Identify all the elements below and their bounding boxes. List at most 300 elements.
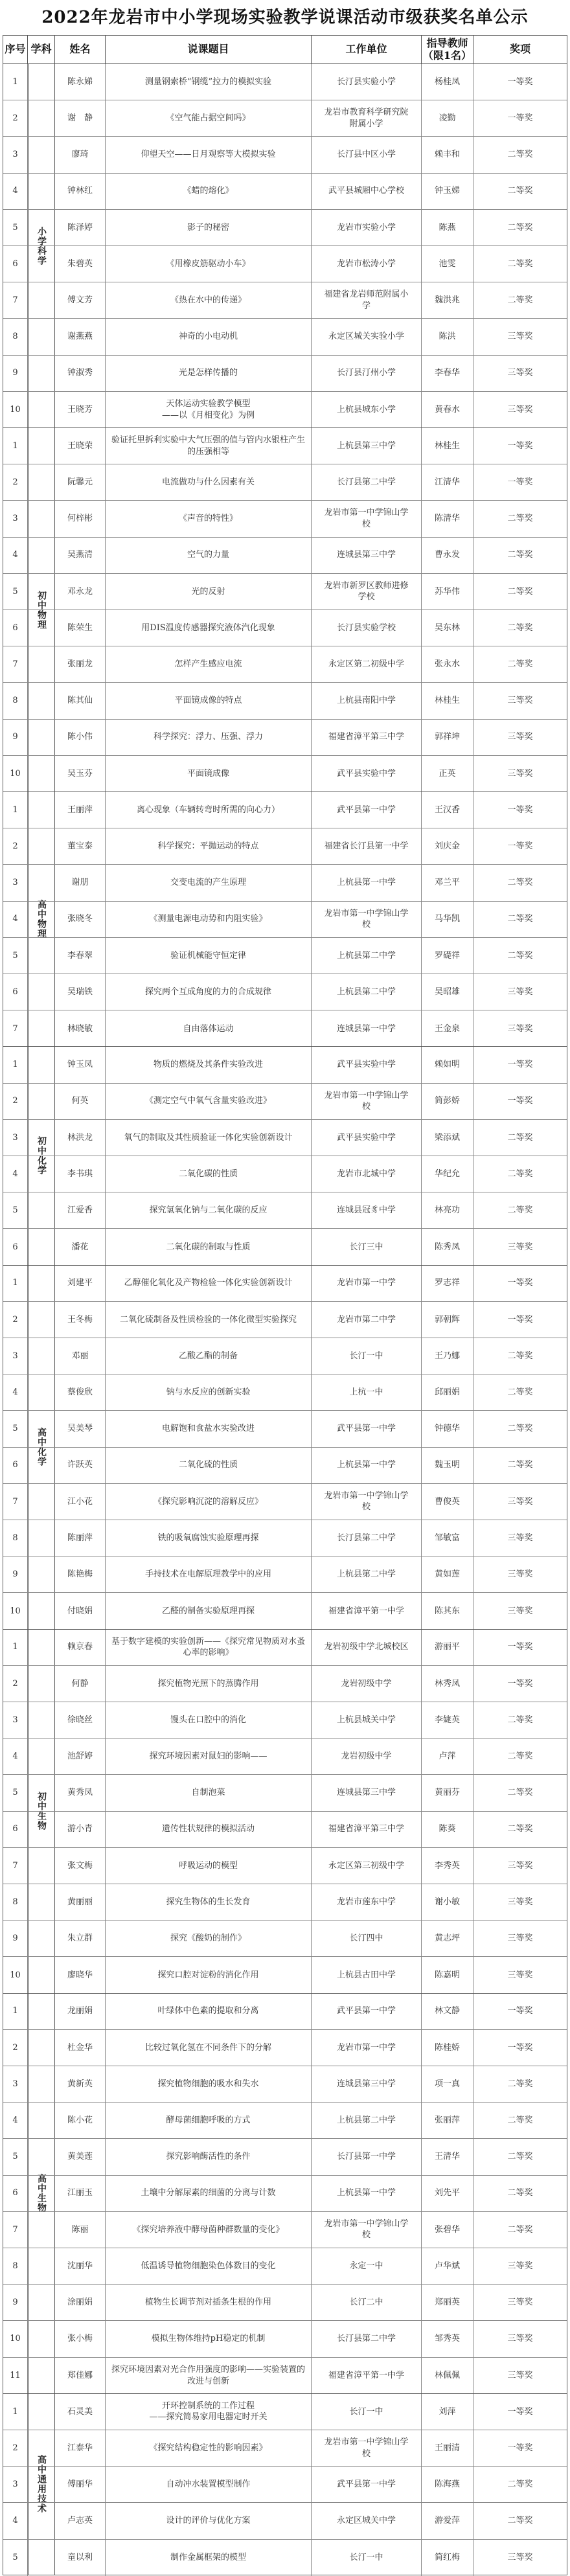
subject-label: 高中生物 — [36, 2174, 47, 2213]
unit-cell: 永定一中 — [312, 2248, 422, 2284]
seq-cell: 2 — [3, 1084, 28, 1119]
award-cell: 二等奖 — [507, 1824, 533, 1834]
topic-cell: 开环控制系统的工作过程 ——探究简易家用电器定时开关 — [106, 2394, 312, 2430]
teacher-cell: 郭祥坤 — [422, 720, 473, 755]
table-row — [3, 2394, 567, 2430]
name-cell: 黄新英 — [55, 2066, 106, 2102]
topic-cell: 验证托里拆利实验中大气压强的值与管内水银柱产生的压强相等 — [106, 428, 312, 464]
unit-cell: 连城县第三中学 — [312, 2066, 422, 2102]
seq-cell: 3 — [3, 865, 28, 900]
name-cell: 傅丽华 — [55, 2467, 106, 2502]
name-cell: 池舒婷 — [55, 1738, 106, 1774]
header-teacher: 指导教师 （限1名） — [422, 36, 473, 63]
teacher-cell: 张丽萍 — [422, 2103, 473, 2138]
table-row — [3, 1374, 567, 1411]
teacher-cell: 刘萍 — [422, 2394, 473, 2430]
name-cell: 陈荣生 — [55, 610, 106, 646]
unit-cell: 龙岩初级中学 — [312, 1738, 422, 1774]
table-row — [3, 792, 567, 828]
topic-cell: 《探究影响沉淀的溶解反应》 — [106, 1484, 312, 1520]
award-cell: 三等奖 — [507, 2370, 533, 2380]
unit-cell: 永定区城关实验小学 — [312, 319, 422, 354]
teacher-cell: 华纪允 — [422, 1156, 473, 1192]
topic-cell: 自动冲水装置模型制作 — [106, 2467, 312, 2502]
teacher-cell: 杨桂凤 — [422, 64, 473, 100]
unit-cell: 永定区第三初级中学 — [312, 1848, 422, 1884]
seq-cell: 4 — [3, 1156, 28, 1192]
teacher-cell: 林桂生 — [422, 428, 473, 464]
unit-cell: 连城县第一中学 — [312, 1010, 422, 1047]
award-cell: 一等奖 — [507, 2006, 533, 2016]
name-cell: 钟林红 — [55, 174, 106, 209]
teacher-cell: 简红梅 — [422, 2540, 473, 2576]
unit-cell: 长汀三中 — [312, 1229, 422, 1265]
unit-cell: 上杭县古田中学 — [312, 1957, 422, 1993]
seq-cell: 7 — [3, 2212, 28, 2248]
award-cell: 三等奖 — [507, 405, 533, 415]
table-row — [3, 1520, 567, 1556]
unit-cell: 龙岩市实验小学 — [312, 210, 422, 245]
unit-cell: 上杭县第二中学 — [312, 974, 422, 1010]
seq-cell: 4 — [3, 902, 28, 937]
table-row — [3, 1229, 567, 1265]
table-row — [3, 610, 567, 646]
unit-cell: 长汀四中 — [312, 1921, 422, 1956]
header-seq: 序号 — [3, 36, 28, 63]
award-cell: 二等奖 — [507, 2188, 533, 2198]
award-cell: 二等奖 — [507, 1132, 533, 1143]
name-cell: 何英 — [55, 1084, 106, 1119]
subject-section — [3, 63, 567, 427]
unit-cell: 长汀一中 — [312, 2394, 422, 2430]
table-row — [3, 1593, 567, 1629]
seq-cell: 7 — [3, 282, 28, 318]
award-cell: 三等奖 — [507, 696, 533, 706]
name-cell: 蔡俊欣 — [55, 1374, 106, 1410]
unit-cell: 龙岩市教育科学研究院 附属小学 — [312, 100, 422, 136]
seq-cell: 8 — [3, 683, 28, 718]
unit-cell: 长汀县汀州小学 — [312, 356, 422, 391]
award-cell: 三等奖 — [507, 1569, 533, 1579]
table-row — [3, 1994, 567, 2030]
teacher-cell: 卢萍 — [422, 1738, 473, 1774]
teacher-cell: 刘庆金 — [422, 828, 473, 864]
award-cell: 三等奖 — [507, 986, 533, 997]
teacher-cell: 陈海燕 — [422, 2467, 473, 2502]
topic-cell: 探究氢氧化钠与二氧化碳的反应 — [106, 1192, 312, 1228]
name-cell: 谢 静 — [55, 100, 106, 136]
teacher-cell: 邹敏富 — [422, 1520, 473, 1556]
topic-cell: 《用橡皮筋驱动小车》 — [106, 246, 312, 282]
unit-cell: 长汀县第二中学 — [312, 1520, 422, 1556]
unit-cell: 福建省漳平第三中学 — [312, 1812, 422, 1847]
award-table — [3, 35, 567, 2575]
seq-cell: 3 — [3, 501, 28, 536]
table-row — [3, 2467, 567, 2503]
seq-cell: 10 — [3, 2321, 28, 2356]
seq-cell: 5 — [3, 210, 28, 245]
table-row — [3, 356, 567, 392]
topic-cell: 电流做功与什么因素有关 — [106, 464, 312, 500]
topic-cell: 空气的力量 — [106, 538, 312, 573]
seq-cell: 10 — [3, 756, 28, 792]
table-row — [3, 1812, 567, 1848]
award-cell: 三等奖 — [507, 1023, 533, 1034]
topic-cell: 用DIS温度传感器探究液体汽化现象 — [106, 610, 312, 646]
teacher-cell: 郑丽英 — [422, 2285, 473, 2320]
seq-cell: 9 — [3, 1921, 28, 1956]
award-cell: 二等奖 — [507, 2115, 533, 2125]
award-cell: 一等奖 — [507, 1678, 533, 1689]
table-row — [3, 1047, 567, 1083]
teacher-cell: 黄丽芬 — [422, 1775, 473, 1810]
seq-cell: 2 — [3, 2030, 28, 2066]
topic-cell: 探究植物细胞的吸水和失水 — [106, 2066, 312, 2102]
seq-cell: 11 — [3, 2358, 28, 2394]
unit-cell: 福建省龙岩师范附属小 学 — [312, 282, 422, 318]
name-cell: 沈丽华 — [55, 2248, 106, 2284]
seq-cell: 8 — [3, 1884, 28, 1920]
seq-cell: 10 — [3, 1957, 28, 1993]
topic-cell: 交变电流的产生原理 — [106, 865, 312, 900]
topic-cell: 土壤中分解尿素的细菌的分离与计数 — [106, 2176, 312, 2211]
seq-cell: 5 — [3, 574, 28, 610]
table-row — [3, 938, 567, 974]
teacher-cell: 陈嘉明 — [422, 1957, 473, 1993]
teacher-cell: 陈燕 — [422, 210, 473, 245]
table-row — [3, 1702, 567, 1738]
seq-cell: 6 — [3, 246, 28, 282]
name-cell: 刘建平 — [55, 1266, 106, 1301]
teacher-cell: 李秀英 — [422, 1848, 473, 1884]
name-cell: 邓丽 — [55, 1338, 106, 1374]
award-cell: 三等奖 — [507, 2552, 533, 2562]
teacher-cell: 陈清华 — [422, 501, 473, 536]
teacher-cell: 凌勤 — [422, 100, 473, 136]
unit-cell: 上杭县第二中学 — [312, 1556, 422, 1592]
seq-cell: 6 — [3, 1812, 28, 1847]
award-cell: 一等奖 — [507, 477, 533, 487]
name-cell: 钟玉凤 — [55, 1047, 106, 1082]
teacher-cell: 陈洪 — [422, 319, 473, 354]
name-cell: 吴美琴 — [55, 1411, 106, 1446]
teacher-cell: 江清华 — [422, 464, 473, 500]
table-row — [3, 137, 567, 173]
unit-cell: 上杭县第二中学 — [312, 2103, 422, 2138]
topic-cell: 低温诱导植物细胞染色体数目的变化 — [106, 2248, 312, 2284]
table-row — [3, 1302, 567, 1338]
name-cell: 潘花 — [55, 1229, 106, 1265]
subject-label: 初中物理 — [36, 590, 47, 630]
teacher-cell: 池雯 — [422, 246, 473, 282]
award-cell: 三等奖 — [507, 1860, 533, 1871]
name-cell: 张晓冬 — [55, 902, 106, 937]
topic-cell: 自制泡菜 — [106, 1775, 312, 1810]
table-row — [3, 1738, 567, 1775]
name-cell: 陈小伟 — [55, 720, 106, 755]
subject-section — [3, 1629, 567, 1993]
topic-cell: 比较过氧化氢在不同条件下的分解 — [106, 2030, 312, 2066]
topic-cell: 酵母菌细胞呼吸的方式 — [106, 2103, 312, 2138]
topic-cell: 平面镜成像 — [106, 756, 312, 792]
name-cell: 李春翠 — [55, 938, 106, 974]
award-cell: 一等奖 — [507, 1096, 533, 1106]
name-cell: 谢燕燕 — [55, 319, 106, 354]
award-cell: 二等奖 — [507, 2479, 533, 2489]
name-cell: 李书琪 — [55, 1156, 106, 1192]
name-cell: 吴玉芬 — [55, 756, 106, 792]
award-cell: 二等奖 — [507, 1751, 533, 1761]
teacher-cell: 吴东林 — [422, 610, 473, 646]
header-topic: 说课题目 — [106, 36, 312, 63]
name-cell: 徐晓丝 — [55, 1702, 106, 1738]
award-cell: 二等奖 — [507, 878, 533, 888]
unit-cell: 福建省漳平第一中学 — [312, 2358, 422, 2394]
unit-cell: 永定区第二初级中学 — [312, 646, 422, 682]
unit-cell: 长汀一中 — [312, 1338, 422, 1374]
teacher-cell: 赖如明 — [422, 1047, 473, 1082]
award-cell: 二等奖 — [507, 1387, 533, 1397]
teacher-cell: 曹永发 — [422, 538, 473, 573]
teacher-cell: 邹秀英 — [422, 2321, 473, 2356]
seq-cell: 7 — [3, 646, 28, 682]
table-row — [3, 1448, 567, 1484]
header-unit: 工作单位 — [312, 36, 422, 63]
teacher-cell: 林亮功 — [422, 1192, 473, 1228]
table-row — [3, 646, 567, 683]
unit-cell: 永定区城关中学 — [312, 2503, 422, 2538]
teacher-cell: 王汉香 — [422, 792, 473, 828]
name-cell: 王晓芳 — [55, 392, 106, 428]
seq-cell: 1 — [3, 428, 28, 464]
award-cell: 三等奖 — [507, 732, 533, 742]
unit-cell: 武平县第一中学 — [312, 792, 422, 828]
teacher-cell: 张永水 — [422, 646, 473, 682]
award-cell: 二等奖 — [507, 1424, 533, 1434]
name-cell: 涂丽娟 — [55, 2285, 106, 2320]
award-cell: 一等奖 — [507, 2042, 533, 2053]
unit-cell: 上杭县第一中学 — [312, 865, 422, 900]
unit-cell: 武平县实验中学 — [312, 1120, 422, 1156]
award-cell: 二等奖 — [507, 622, 533, 633]
table-row — [3, 865, 567, 901]
topic-cell: 神奇的小电动机 — [106, 319, 312, 354]
table-row — [3, 64, 567, 100]
topic-cell: 叶绿体中色素的提取和分离 — [106, 1994, 312, 2029]
seq-cell: 9 — [3, 1556, 28, 1592]
teacher-cell: 张碧华 — [422, 2212, 473, 2248]
page-title: 2022年龙岩市中小学现场实验教学说课活动市级获奖名单公示 — [41, 8, 529, 27]
award-cell: 二等奖 — [507, 258, 533, 269]
award-cell: 二等奖 — [507, 514, 533, 524]
name-cell: 杜金华 — [55, 2030, 106, 2066]
award-cell: 三等奖 — [507, 2297, 533, 2307]
award-cell: 三等奖 — [507, 769, 533, 779]
table-row — [3, 1957, 567, 1993]
seq-cell: 2 — [3, 464, 28, 500]
table-row — [3, 501, 567, 537]
table-row — [3, 1084, 567, 1120]
seq-cell: 5 — [3, 1411, 28, 1446]
unit-cell: 上杭一中 — [312, 1374, 422, 1410]
table-row — [3, 319, 567, 355]
topic-cell: 遗传性状规律的模拟活动 — [106, 1812, 312, 1847]
award-cell: 二等奖 — [507, 2516, 533, 2526]
table-row — [3, 100, 567, 137]
subject-section — [3, 792, 567, 1046]
topic-cell: 探究《酸奶的制作》 — [106, 1921, 312, 1956]
award-cell: 一等奖 — [507, 113, 533, 123]
seq-cell: 4 — [3, 2503, 28, 2538]
name-cell: 王丽萍 — [55, 792, 106, 828]
table-row — [3, 2321, 567, 2357]
unit-cell: 龙岩初级中学北城校区 — [312, 1630, 422, 1665]
seq-cell: 3 — [3, 1120, 28, 1156]
table-row — [3, 428, 567, 464]
table-row — [3, 1630, 567, 1666]
award-cell: 一等奖 — [507, 76, 533, 87]
unit-cell: 福建省长汀县第一中学 — [312, 828, 422, 864]
subject-label: 初中化学 — [36, 1136, 47, 1176]
table-row — [3, 2430, 567, 2467]
teacher-cell: 林佩佩 — [422, 2358, 473, 2394]
table-row — [3, 1120, 567, 1156]
unit-cell: 连城县第三中学 — [312, 538, 422, 573]
teacher-cell: 陈桂娇 — [422, 2030, 473, 2066]
award-cell: 二等奖 — [507, 950, 533, 961]
award-cell: 二等奖 — [507, 1715, 533, 1725]
unit-cell: 龙岩初级中学 — [312, 1666, 422, 1702]
name-cell: 朱碧英 — [55, 246, 106, 282]
table-row — [3, 392, 567, 428]
table-row — [3, 2248, 567, 2285]
name-cell: 陈泽婷 — [55, 210, 106, 245]
seq-cell: 1 — [3, 1994, 28, 2029]
topic-cell: 氧气的制取及其性质验证一体化实验创新设计 — [106, 1120, 312, 1156]
seq-cell: 4 — [3, 2103, 28, 2138]
award-cell: 一等奖 — [507, 1642, 533, 1652]
unit-cell: 龙岩市第一中学锦山学 校 — [312, 902, 422, 937]
name-cell: 付晓娟 — [55, 1593, 106, 1629]
name-cell: 江爱香 — [55, 1192, 106, 1228]
award-cell: 二等奖 — [507, 550, 533, 560]
unit-cell: 上杭县第三中学 — [312, 428, 422, 464]
table-row — [3, 1338, 567, 1374]
teacher-cell: 钟德华 — [422, 1411, 473, 1446]
award-cell: 一等奖 — [507, 2443, 533, 2453]
seq-cell: 2 — [3, 1302, 28, 1338]
name-cell: 黄美莲 — [55, 2139, 106, 2174]
topic-cell: 二氧化碳的制取与性质 — [106, 1229, 312, 1265]
topic-cell: 铁的吸氧腐蚀实验原理再探 — [106, 1520, 312, 1556]
unit-cell: 长汀县第一中学 — [312, 2139, 422, 2174]
teacher-cell: 邱丽娟 — [422, 1374, 473, 1410]
unit-cell: 龙岩市第一中学锦山学 校 — [312, 2430, 422, 2466]
topic-cell: 探究口腔对淀粉的消化作用 — [106, 1957, 312, 1993]
unit-cell: 龙岩市第一中学 — [312, 2030, 422, 2066]
table-row — [3, 1484, 567, 1520]
unit-cell: 连城县第三中学 — [312, 1775, 422, 1810]
teacher-cell: 正英 — [422, 756, 473, 792]
name-cell: 黄秀凤 — [55, 1775, 106, 1810]
name-cell: 许跃英 — [55, 1448, 106, 1483]
seq-cell: 9 — [3, 2285, 28, 2320]
unit-cell: 龙岩市第二中学 — [312, 1302, 422, 1338]
table-row — [3, 1411, 567, 1447]
award-cell: 二等奖 — [507, 1788, 533, 1798]
seq-cell: 9 — [3, 356, 28, 391]
teacher-cell: 邓兰平 — [422, 865, 473, 900]
seq-cell: 10 — [3, 392, 28, 428]
teacher-cell: 郭朝辉 — [422, 1302, 473, 1338]
teacher-cell: 王清华 — [422, 2139, 473, 2174]
subject-label: 高中通用技术 — [36, 2455, 47, 2514]
teacher-cell: 陈其东 — [422, 1593, 473, 1629]
table-row — [3, 1775, 567, 1811]
award-cell: 一等奖 — [507, 1278, 533, 1288]
award-cell: 三等奖 — [507, 1533, 533, 1543]
name-cell: 吴燕清 — [55, 538, 106, 573]
topic-cell: 《空气能占据空间吗》 — [106, 100, 312, 136]
unit-cell: 武平县第一中学 — [312, 1411, 422, 1446]
subject-section — [3, 1265, 567, 1629]
award-cell: 二等奖 — [507, 2224, 533, 2235]
name-cell: 陈丽萍 — [55, 1520, 106, 1556]
teacher-cell: 钟玉娣 — [422, 174, 473, 209]
award-cell: 二等奖 — [507, 2152, 533, 2162]
unit-cell: 长汀县实验小学 — [312, 64, 422, 100]
seq-cell: 3 — [3, 2467, 28, 2502]
topic-cell: 影子的秘密 — [106, 210, 312, 245]
unit-cell: 龙岩市莲东中学 — [312, 1884, 422, 1920]
teacher-cell: 陈秀凤 — [422, 1229, 473, 1265]
award-cell: 二等奖 — [507, 1351, 533, 1361]
teacher-cell: 吴昭雄 — [422, 974, 473, 1010]
award-cell: 二等奖 — [507, 1168, 533, 1179]
unit-cell: 龙岩市第一中学锦山学 校 — [312, 2212, 422, 2248]
teacher-cell: 魏洪兆 — [422, 282, 473, 318]
seq-cell: 4 — [3, 538, 28, 573]
subject-label: 高中化学 — [36, 1428, 47, 1467]
seq-cell: 2 — [3, 100, 28, 136]
seq-cell: 8 — [3, 2248, 28, 2284]
unit-cell: 长汀县第二中学 — [312, 464, 422, 500]
award-cell: 二等奖 — [507, 186, 533, 196]
name-cell: 廖晓华 — [55, 1957, 106, 1993]
award-cell: 一等奖 — [507, 2406, 533, 2417]
award-cell: 二等奖 — [507, 150, 533, 160]
topic-cell: 乙醛的制备实验原理再探 — [106, 1593, 312, 1629]
name-cell: 王晓荣 — [55, 428, 106, 464]
table-row — [3, 2285, 567, 2321]
name-cell: 董宝泰 — [55, 828, 106, 864]
name-cell: 谢朋 — [55, 865, 106, 900]
table-row — [3, 210, 567, 246]
teacher-cell: 刘先平 — [422, 2176, 473, 2211]
unit-cell: 龙岩市松涛小学 — [312, 246, 422, 282]
seq-cell: 1 — [3, 1047, 28, 1082]
table-row — [3, 1010, 567, 1047]
unit-cell: 长汀二中 — [312, 2285, 422, 2320]
teacher-cell: 简彭娇 — [422, 1084, 473, 1119]
award-cell: 二等奖 — [507, 586, 533, 597]
table-row — [3, 1192, 567, 1229]
seq-cell: 1 — [3, 64, 28, 100]
unit-cell: 上杭县第二中学 — [312, 938, 422, 974]
unit-cell: 龙岩市北城中学 — [312, 1156, 422, 1192]
name-cell: 游小青 — [55, 1812, 106, 1847]
award-cell: 二等奖 — [507, 222, 533, 233]
